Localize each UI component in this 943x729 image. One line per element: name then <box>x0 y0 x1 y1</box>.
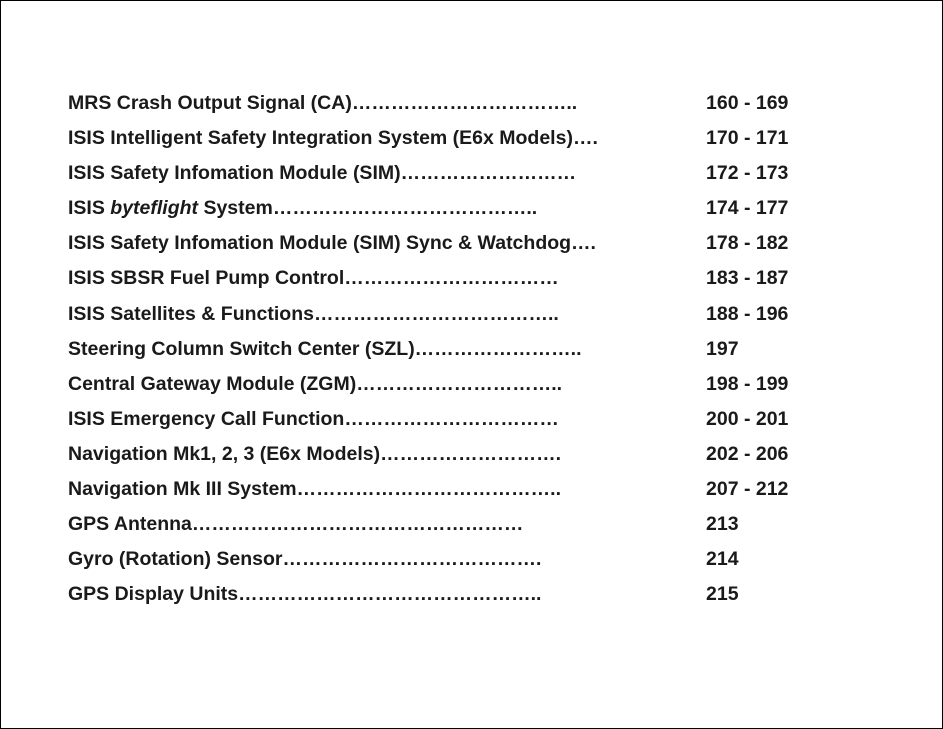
toc-entry <box>68 230 828 265</box>
toc-entry-pages: 202 - 206 <box>706 442 789 465</box>
toc-entry-pages: 215 <box>706 583 739 606</box>
toc-entry-title: Steering Column Switch Center (SZL)…………………….. <box>68 337 582 360</box>
toc-entry <box>68 581 828 616</box>
toc-entry <box>68 301 828 336</box>
toc-entry-title: ISIS Safety Infomation Module (SIM)……………………… <box>68 162 577 185</box>
toc-entry-title-prefix: ISIS <box>68 197 111 220</box>
toc-entry-pages: 214 <box>706 548 739 571</box>
toc-entry-title: ISIS Emergency Call Function…………………………… <box>68 407 559 430</box>
toc-entry-title: GPS Display Units……………………………………….. <box>68 583 542 606</box>
toc-entry-title: ISIS Safety Infomation Module (SIM) Sync & Watchdog…. <box>68 232 596 255</box>
toc-entry-title: Navigation Mk III System………………………………….. <box>68 478 561 501</box>
toc-entry-title <box>68 195 678 222</box>
toc-entry-pages: 200 - 201 <box>706 407 789 430</box>
toc-entry <box>68 441 828 476</box>
toc-entry <box>68 371 828 406</box>
toc-entry-title: MRS Crash Output Signal (CA)…………………………….. <box>68 92 578 114</box>
toc-entry-pages: 207 - 212 <box>706 478 789 501</box>
toc-entry <box>68 160 828 195</box>
toc-entry <box>68 511 828 546</box>
toc-entry-pages: 160 - 169 <box>706 92 789 114</box>
toc-entry-pages: 188 - 196 <box>706 302 789 325</box>
toc-entry-pages: 172 - 173 <box>706 162 789 185</box>
toc-entry <box>68 125 828 160</box>
toc-entry-pages: 174 - 177 <box>706 197 789 220</box>
toc-entry-title: Navigation Mk1, 2, 3 (E6x Models)………………………. <box>68 442 562 465</box>
toc-entry <box>68 406 828 441</box>
toc-entry <box>68 336 828 371</box>
toc-entry-pages: 178 - 182 <box>706 232 789 255</box>
toc-entry-pages: 213 <box>706 513 739 536</box>
toc-entry-pages: 183 - 187 <box>706 267 789 290</box>
toc-entry <box>68 195 828 230</box>
toc-entry-pages: 170 - 171 <box>706 127 789 150</box>
toc-entry <box>68 476 828 511</box>
toc-entry-pages: 197 <box>706 337 739 360</box>
toc-entry <box>68 90 828 125</box>
toc-entry-title: Central Gateway Module (ZGM)………………………….. <box>68 372 563 395</box>
toc-entry-title: ISIS SBSR Fuel Pump Control…………………………… <box>68 267 559 290</box>
table-of-contents <box>68 90 828 616</box>
toc-entry-title-suffix: System………………………………….. <box>198 197 538 220</box>
toc-entry-title: GPS Antenna…………………………………………… <box>68 513 524 536</box>
toc-entry-title: Gyro (Rotation) Sensor…………………………………. <box>68 548 542 571</box>
toc-entry <box>68 546 828 581</box>
toc-entry-title-emphasis: byteflight <box>110 197 199 220</box>
toc-entry <box>68 265 828 300</box>
toc-entry-pages: 198 - 199 <box>706 372 789 395</box>
toc-entry-title: ISIS Satellites & Functions……………………………….. <box>68 302 559 325</box>
toc-entry-title: ISIS Intelligent Safety Integration System (E6x Models)…. <box>68 127 598 150</box>
